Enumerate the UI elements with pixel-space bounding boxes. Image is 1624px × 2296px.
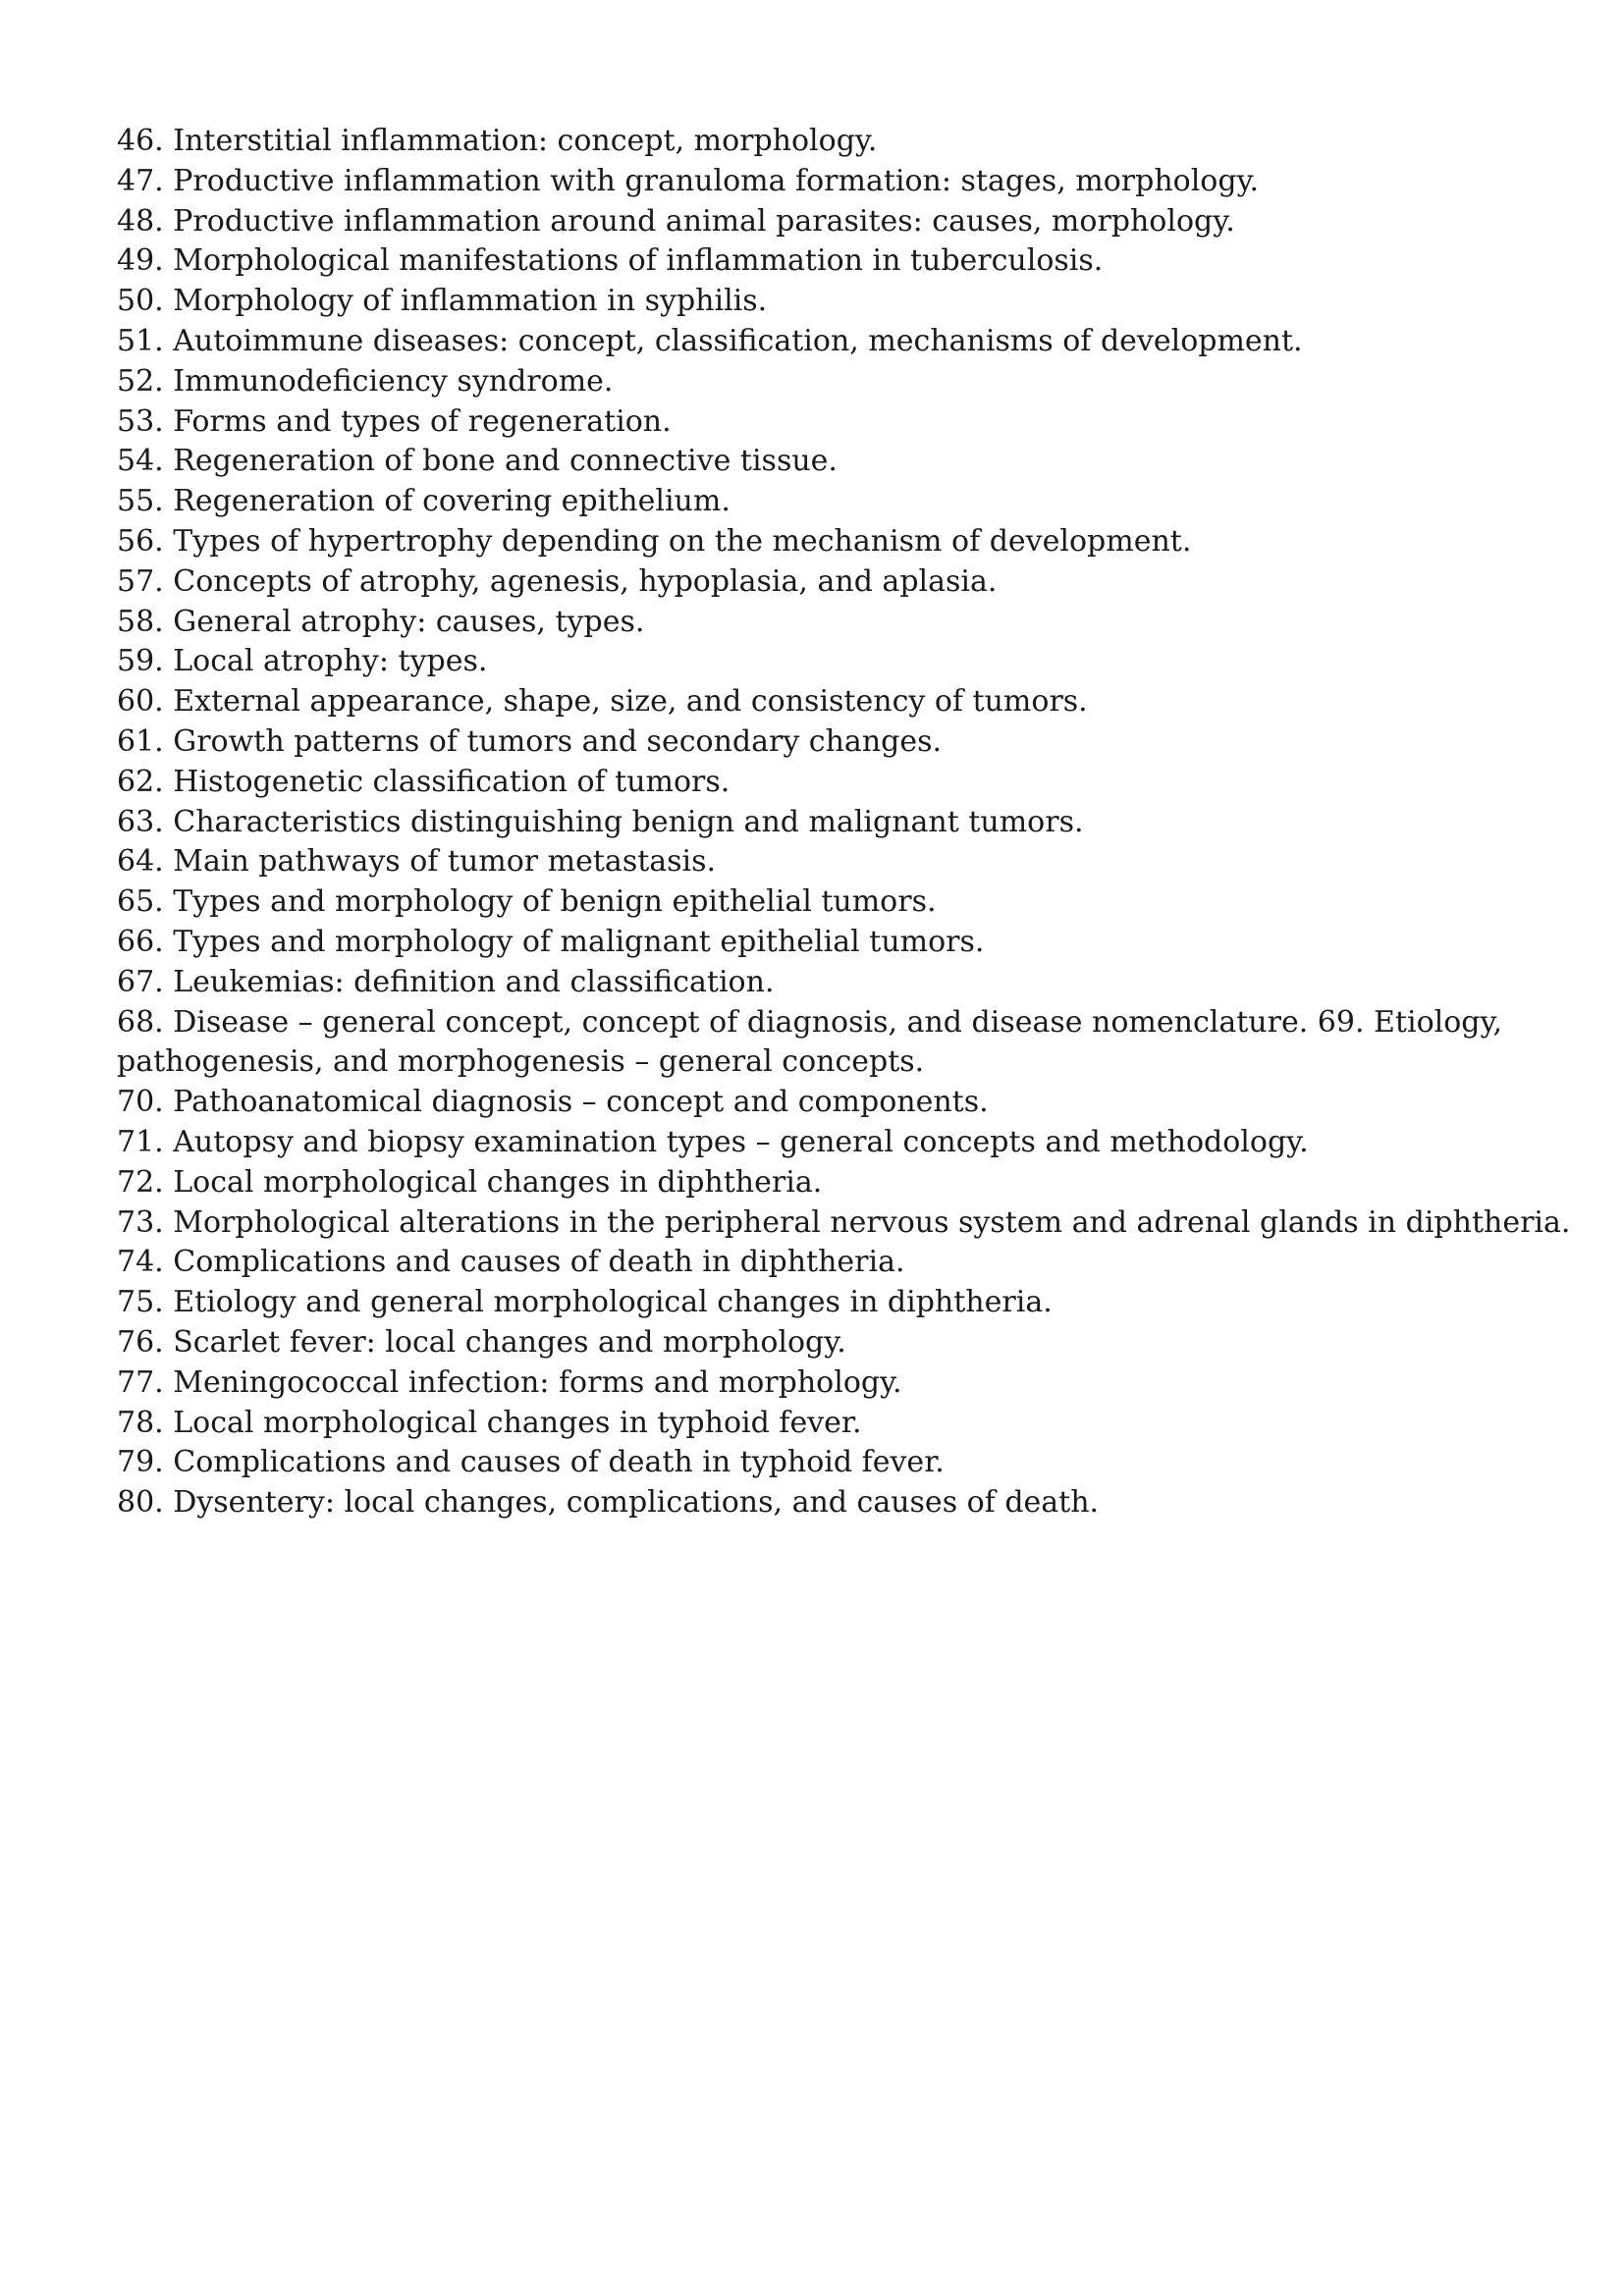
- list-item: 68. Disease – general concept, concept of diagnosis, and disease nomenclature. 69. Etiology,: [117, 1004, 1502, 1040]
- list-item: 62. Histogenetic classification of tumors.: [117, 764, 731, 799]
- list-item: 67. Leukemias: definition and classification.: [117, 964, 775, 999]
- list-item: 46. Interstitial inflammation: concept, morphology.: [117, 124, 878, 158]
- list-item: 74. Complications and causes of death in diphtheria.: [117, 1245, 905, 1280]
- list-item: 80. Dysentery: local changes, complications, and causes of death.: [117, 1485, 1100, 1521]
- list-item: 48. Productive inflammation around animal parasites: causes, morphology.: [117, 203, 1235, 239]
- list-item: 52. Immunodeficiency syndrome.: [117, 363, 614, 399]
- list-item: 70. Pathoanatomical diagnosis – concept and components.: [117, 1085, 989, 1120]
- list-item: 53. Forms and types of regeneration.: [117, 403, 672, 439]
- list-item: 56. Types of hypertrophy depending on the mechanism of development.: [117, 523, 1192, 559]
- list-item: 77. Meningococcal infection: forms and morphology.: [117, 1364, 902, 1400]
- list-item: 78. Local morphological changes in typhoid fever.: [117, 1405, 862, 1440]
- list-item: 63. Characteristics distinguishing benign and malignant tumors.: [117, 804, 1084, 839]
- list-item: 58. General atrophy: causes, types.: [117, 604, 645, 639]
- question-list: [117, 122, 1571, 1523]
- list-item: 60. External appearance, shape, size, and consistency of tumors.: [117, 684, 1088, 720]
- list-item: 79. Complications and causes of death in typhoid fever.: [117, 1445, 945, 1480]
- list-item: 66. Types and morphology of malignant epithelial tumors.: [117, 924, 985, 959]
- list-item: 76. Scarlet fever: local changes and morphology.: [117, 1324, 846, 1360]
- list-item: 51. Autoimmune diseases: concept, classification, mechanisms of development.: [117, 323, 1303, 358]
- list-item: 64. Main pathways of tumor metastasis.: [117, 844, 717, 880]
- list-item: 47. Productive inflammation with granuloma formation: stages, morphology.: [117, 163, 1260, 198]
- list-item: 73. Morphological alterations in the peripheral nervous system and adrenal glands in diphtheria.: [117, 1204, 1571, 1240]
- list-item: 49. Morphological manifestations of inflammation in tuberculosis.: [117, 243, 1104, 279]
- list-item: 75. Etiology and general morphological changes in diphtheria.: [117, 1285, 1053, 1320]
- list-item: 54. Regeneration of bone and connective tissue.: [117, 444, 838, 479]
- list-item: 71. Autopsy and biopsy examination types – general concepts and methodology.: [117, 1124, 1309, 1159]
- list-item-continuation: pathogenesis, and morphogenesis – general concepts.: [117, 1044, 925, 1080]
- list-item: 55. Regeneration of covering epithelium.: [117, 484, 731, 519]
- list-item: 61. Growth patterns of tumors and secondary changes.: [117, 723, 943, 759]
- list-item: 57. Concepts of atrophy, agenesis, hypoplasia, and aplasia.: [117, 563, 998, 599]
- list-item: 72. Local morphological changes in diphtheria.: [117, 1164, 823, 1200]
- list-item: 59. Local atrophy: types.: [117, 644, 488, 679]
- list-item: 65. Types and morphology of benign epithelial tumors.: [117, 884, 937, 920]
- list-item: 50. Morphology of inflammation in syphilis.: [117, 284, 768, 319]
